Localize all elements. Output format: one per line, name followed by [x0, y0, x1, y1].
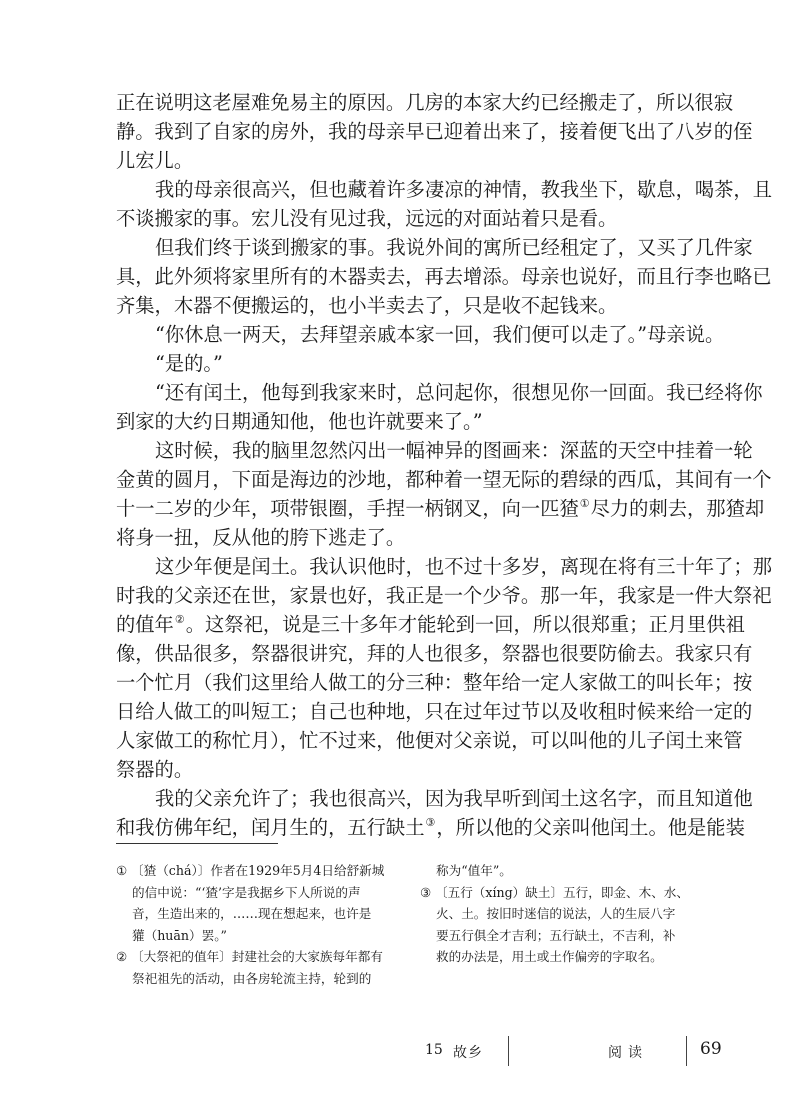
footnote-line: 救的办法是，用土或土作偏旁的字取名。	[436, 949, 663, 964]
text-line: “你休息一两天，去拜望亲戚本家一回，我们便可以走了。”母亲说。	[155, 323, 725, 346]
footer-divider	[508, 1036, 509, 1066]
footer-divider	[686, 1036, 687, 1066]
footnote-line: 獾（huān）罢。”	[132, 927, 227, 943]
text-line: “还有闰土，他每到我家来时，总问起你，很想见你一回面。我已经将你	[155, 381, 763, 404]
footnote-text: 〔大祭祀的值年〕封建社会的大家族每年都有	[131, 949, 383, 964]
section-label: 阅读	[608, 1045, 648, 1061]
text-line: 像，供品很多，祭器很讲究，拜的人也很多，祭器也很要防偷去。我家只有	[116, 642, 753, 665]
text-line	[116, 610, 745, 639]
footnote-line	[116, 946, 398, 968]
text-line: 我的父亲允许了；我也很高兴，因为我早听到闰土这名字，而且知道他	[155, 787, 753, 810]
text-line: 儿宏儿。	[116, 149, 194, 172]
footnote-2	[116, 946, 398, 989]
text-line: 祭器的。	[116, 758, 194, 781]
footnote-line	[116, 860, 398, 882]
text-segment: ，所以他的父亲叫他闰土。他是能装	[436, 816, 745, 839]
footnote-line: 的信中说：“‘猹’字是我据乡下人所说的声	[132, 884, 361, 900]
text-line: 到家的大约日期通知他，他也许就要来了。”	[116, 410, 483, 433]
text-segment: 和我仿佛年纪，闰月生的，五行缺土	[116, 816, 425, 839]
footnote-line: 要五行俱全才吉利；五行缺土，不吉利，补	[436, 927, 676, 943]
text-segment: 十一二岁的少年，项带银圈，手捏一柄钢叉，向一匹猹	[116, 497, 579, 520]
chapter-title: 故乡	[453, 1045, 483, 1061]
footnote-mark: ②	[116, 949, 128, 964]
text-segment: 尽力的刺去，那猹却	[590, 497, 765, 520]
text-line: 静。我到了自家的房外，我的母亲早已迎着出来了，接着便飞出了八岁的侄	[116, 120, 753, 143]
text-line: 但我们终于谈到搬家的事。我说外间的寓所已经租定了，又买了几件家	[155, 236, 753, 259]
text-line: 将身一扭，反从他的胯下逃走了。	[116, 526, 406, 549]
text-line: 这少年便是闰土。我认识他时，也不过十多岁，离现在将有三十年了；那	[155, 555, 772, 578]
page-footer	[0, 1036, 800, 1066]
footnote-ref-1: ①	[579, 497, 590, 510]
text-line: 齐集，木器不便搬运的，也小半卖去了，只是收不起钱来。	[116, 294, 618, 317]
text-line: 具，此外须将家里所有的木器卖去，再去增添。母亲也说好，而且行李也略已	[116, 265, 772, 288]
text-segment: 。这祭祀，说是三十多年才能轮到一回，所以很郑重；正月里供祖	[185, 613, 745, 636]
text-line: 日给人做工的叫短工；自己也种地，只在过年过节以及收租时候来给一定的	[116, 700, 753, 723]
text-line: 一个忙月（我们这里给人做工的分三种：整年给一定人家做工的叫长年；按	[116, 671, 753, 694]
text-line	[116, 813, 745, 842]
text-line: 正在说明这老屋难免易主的原因。几房的本家大约已经搬走了，所以很寂	[116, 91, 733, 114]
footnote-mark: ①	[116, 863, 128, 878]
text-segment: 的值年	[116, 613, 174, 636]
text-line: 这时候，我的脑里忽然闪出一幅神异的图画来：深蓝的天空中挂着一轮	[155, 439, 753, 462]
footnote-text: 〔猹（chá）〕作者在1929年5月4日给舒新城	[131, 863, 385, 878]
footnote-1	[116, 860, 398, 946]
footnotes-left-column	[116, 860, 398, 989]
footnote-line: 祭祀祖先的活动，由各房轮流主持，轮到的	[132, 970, 372, 986]
footnote-text: 〔五行（xíng）缺土〕五行，即金、木、水、	[435, 884, 689, 900]
page-number: 69	[700, 1039, 722, 1059]
text-line: 我的母亲很高兴，但也藏着许多凄凉的神情，教我坐下，歇息，喝茶，且	[155, 178, 772, 201]
footnote-divider	[116, 843, 278, 844]
text-line: “是的。”	[155, 352, 223, 375]
chapter-number: 15	[425, 1042, 443, 1058]
footnote-line: 音，生造出来的，……现在想起来，也许是	[132, 906, 372, 921]
text-line: 金黄的圆月，下面是海边的沙地，都种着一望无际的碧绿的西瓜，其间有一个	[116, 468, 772, 491]
footnote-line: 称为“值年”。	[436, 863, 512, 878]
text-line: 人家做工的称忙月），忙不过来，他便对父亲说，可以叫他的儿子闰土来管	[116, 729, 743, 752]
text-line	[116, 494, 765, 523]
text-line: 时我的父亲还在世，家景也好，我正是一个少爷。那一年，我家是一件大祭祀	[116, 584, 772, 607]
footnotes-right-column	[420, 860, 716, 968]
footnote-3	[420, 882, 716, 968]
footnote-ref-3: ③	[425, 816, 436, 829]
footnote-ref-2: ②	[174, 613, 185, 626]
body-text	[116, 88, 772, 842]
text-line: 不谈搬家的事。宏儿没有见过我，远远的对面站着只是看。	[116, 207, 618, 230]
footnote-mark: ③	[420, 884, 432, 900]
footnote-line: 火、土。按旧时迷信的说法，人的生辰八字	[436, 906, 676, 921]
footnote-line	[420, 882, 716, 904]
